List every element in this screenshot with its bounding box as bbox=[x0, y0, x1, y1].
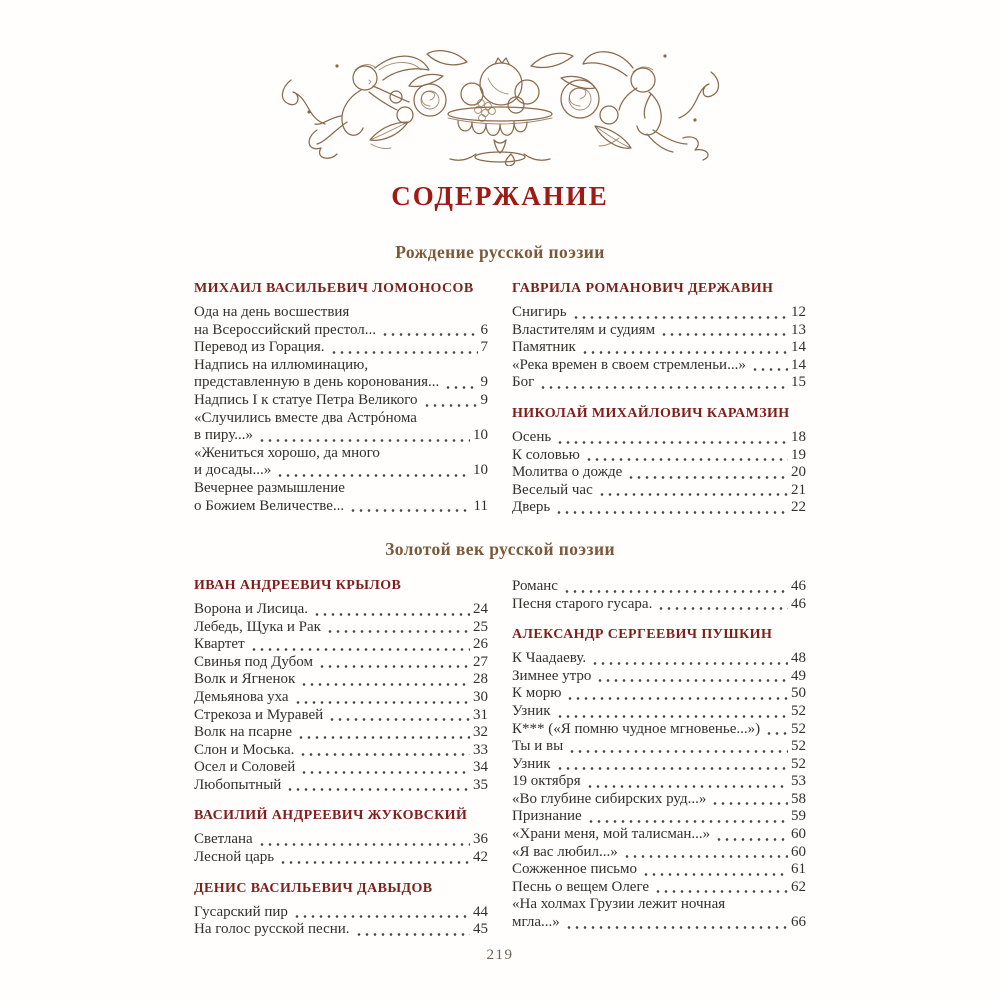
entry-title: Дверь bbox=[512, 499, 551, 516]
toc-entry bbox=[512, 668, 806, 686]
dot-leader bbox=[294, 701, 470, 704]
toc-entry bbox=[194, 707, 488, 725]
toc-entry bbox=[512, 844, 806, 862]
entry-title: Песня старого гусара. bbox=[512, 595, 653, 612]
dot-leader bbox=[328, 718, 470, 721]
dot-leader bbox=[654, 890, 788, 893]
entry-page-number: 7 bbox=[480, 339, 488, 356]
entry-page-number: 12 bbox=[791, 304, 806, 320]
toc-entry bbox=[194, 777, 488, 795]
toc-entry bbox=[194, 831, 488, 849]
entry-page-number: 28 bbox=[473, 671, 488, 688]
entry-line bbox=[512, 826, 806, 844]
entry-line bbox=[512, 791, 806, 809]
entry-line bbox=[512, 808, 806, 826]
entry-title: Песнь о вещем Олеге bbox=[512, 878, 650, 895]
entry-line bbox=[512, 914, 806, 932]
entry-page-number: 53 bbox=[791, 773, 806, 790]
entry-page-number: 32 bbox=[473, 724, 488, 741]
toc-entry bbox=[194, 921, 488, 939]
entry-line bbox=[512, 650, 806, 668]
author-heading: НИКОЛАЙ МИХАЙЛОВИЧ КАРАМЗИН bbox=[512, 405, 790, 421]
dot-leader bbox=[313, 613, 470, 616]
toc-entry bbox=[194, 445, 488, 480]
toc-entry bbox=[512, 578, 806, 596]
dot-leader bbox=[556, 767, 788, 770]
dot-leader bbox=[556, 441, 788, 444]
toc-column bbox=[194, 578, 488, 939]
dot-leader bbox=[623, 855, 788, 858]
entry-line bbox=[512, 685, 806, 703]
author-group bbox=[194, 281, 488, 515]
entry-page-number: 48 bbox=[791, 650, 806, 667]
entry-page-number: 59 bbox=[791, 808, 806, 825]
author-group bbox=[194, 808, 488, 866]
entry-line bbox=[512, 357, 806, 375]
entry-title: «Я вас любил...» bbox=[512, 843, 618, 860]
author-group bbox=[194, 881, 488, 939]
entry-title: Лесной царь bbox=[194, 849, 275, 866]
entry-title: «Храни меня, мой талисман...» bbox=[512, 826, 711, 843]
entry-line bbox=[512, 756, 806, 774]
entry-page-number: 9 bbox=[480, 391, 488, 408]
entry-line: Надпись на иллюминацию, bbox=[194, 356, 369, 373]
entry-line bbox=[194, 742, 488, 760]
entry-line bbox=[512, 322, 806, 340]
dot-leader bbox=[565, 926, 788, 929]
toc-entry bbox=[512, 773, 806, 791]
entry-line bbox=[512, 429, 806, 447]
entry-line bbox=[512, 879, 806, 897]
dot-leader bbox=[715, 838, 788, 841]
entry-page-number: 52 bbox=[791, 720, 806, 737]
dot-leader bbox=[587, 820, 788, 823]
entry-title: Любопытный bbox=[194, 776, 282, 793]
dot-leader bbox=[299, 753, 470, 756]
toc-entry bbox=[512, 650, 806, 668]
entry-line bbox=[194, 322, 488, 340]
entry-line: «Случились вместе два Астрóнома bbox=[194, 409, 417, 426]
entry-page-number: 10 bbox=[473, 462, 488, 479]
entry-page-number: 31 bbox=[473, 706, 488, 723]
entry-title: Свинья под Дубом bbox=[194, 653, 313, 670]
dot-leader bbox=[555, 511, 788, 514]
toc-entry bbox=[512, 896, 806, 931]
entry-line bbox=[194, 777, 488, 795]
entry-page-number: 52 bbox=[791, 738, 806, 755]
entry-line bbox=[194, 427, 488, 445]
entry-title: Волк на псарне bbox=[194, 724, 292, 741]
section-heading: Рождение русской поэзии bbox=[395, 242, 605, 262]
dot-leader bbox=[660, 333, 788, 336]
dot-leader bbox=[293, 915, 470, 918]
toc-entry bbox=[194, 671, 488, 689]
author-group bbox=[512, 578, 806, 613]
toc-entry bbox=[194, 849, 488, 867]
dot-leader bbox=[330, 351, 478, 354]
dot-leader bbox=[591, 662, 788, 665]
dot-leader bbox=[751, 368, 788, 371]
toc-entry bbox=[512, 738, 806, 756]
toc-entry bbox=[512, 482, 806, 500]
toc-entry bbox=[512, 357, 806, 375]
entry-page-number: 27 bbox=[473, 653, 488, 670]
entry-title: К*** («Я помню чудное мгновенье...») bbox=[512, 720, 761, 737]
entry-title: Перевод из Горация. bbox=[194, 339, 325, 356]
toc-entry bbox=[194, 392, 488, 410]
toc-entry bbox=[194, 410, 488, 445]
dot-leader bbox=[568, 750, 788, 753]
author-heading: АЛЕКСАНДР СЕРГЕЕВИЧ ПУШКИН bbox=[512, 627, 773, 643]
dot-leader bbox=[586, 785, 788, 788]
dot-leader bbox=[258, 843, 470, 846]
entry-title: Сожженное письмо bbox=[512, 861, 638, 878]
toc-entry bbox=[194, 601, 488, 619]
entry-title: Узник bbox=[512, 755, 551, 772]
dot-leader bbox=[300, 683, 470, 686]
entry-line: Ода на день восшествия bbox=[194, 304, 350, 320]
entry-line bbox=[194, 392, 488, 410]
entry-line bbox=[194, 636, 488, 654]
dot-leader bbox=[349, 509, 470, 512]
dot-leader bbox=[381, 333, 477, 336]
toc-entry bbox=[194, 357, 488, 392]
entry-title: Бог bbox=[512, 374, 535, 391]
toc-entry bbox=[194, 654, 488, 672]
dot-leader bbox=[765, 732, 788, 735]
entry-page-number: 10 bbox=[473, 427, 488, 444]
dot-leader bbox=[423, 404, 478, 407]
entry-page-number: 18 bbox=[791, 428, 806, 445]
toc-entry bbox=[194, 636, 488, 654]
dot-leader bbox=[596, 679, 788, 682]
entry-line bbox=[512, 482, 806, 500]
dot-leader bbox=[279, 861, 470, 864]
entry-title: «Во глубине сибирских руд...» bbox=[512, 790, 707, 807]
toc-entry bbox=[512, 429, 806, 447]
entry-page-number: 60 bbox=[791, 826, 806, 843]
dot-leader bbox=[326, 630, 470, 633]
dot-leader bbox=[276, 474, 470, 477]
entry-line bbox=[194, 831, 488, 849]
author-heading: ИВАН АНДРЕЕВИЧ КРЫЛОВ bbox=[194, 577, 402, 593]
toc-entry bbox=[512, 721, 806, 739]
entry-page-number: 44 bbox=[473, 903, 488, 920]
entry-title: представленную в день коронования... bbox=[194, 374, 440, 391]
entry-title: на Всероссийский престол... bbox=[194, 321, 377, 338]
toc-columns bbox=[194, 281, 806, 517]
author-group bbox=[512, 406, 806, 517]
entry-line bbox=[194, 619, 488, 637]
entry-line bbox=[194, 759, 488, 777]
entry-title: Зимнее утро bbox=[512, 667, 592, 684]
entry-line bbox=[194, 654, 488, 672]
dot-leader bbox=[657, 607, 788, 610]
entry-page-number: 35 bbox=[473, 776, 488, 793]
entry-title: К Чаадаеву. bbox=[512, 650, 587, 667]
dot-leader bbox=[572, 316, 788, 319]
entry-line bbox=[512, 703, 806, 721]
entry-title: Веселый час bbox=[512, 481, 593, 498]
dot-leader bbox=[318, 665, 470, 668]
entry-page-number: 45 bbox=[473, 921, 488, 938]
toc-entry bbox=[512, 322, 806, 340]
entry-line bbox=[194, 339, 488, 357]
entry-page-number: 6 bbox=[480, 321, 488, 338]
toc-entry bbox=[512, 861, 806, 879]
dot-leader bbox=[300, 771, 470, 774]
toc-section bbox=[194, 242, 806, 517]
toc-entry bbox=[512, 808, 806, 826]
toc-entry bbox=[512, 826, 806, 844]
entry-title: в пиру...» bbox=[194, 427, 253, 444]
toc-entry bbox=[512, 879, 806, 897]
entry-line bbox=[512, 738, 806, 756]
header-ornament bbox=[275, 26, 725, 171]
entry-line bbox=[194, 904, 488, 922]
entry-title: Светлана bbox=[194, 831, 253, 848]
author-group bbox=[512, 281, 806, 392]
entry-line bbox=[194, 601, 488, 619]
entry-page-number: 20 bbox=[791, 464, 806, 481]
dot-leader bbox=[250, 648, 470, 651]
author-group bbox=[194, 578, 488, 795]
entry-title: Узник bbox=[512, 702, 551, 719]
entry-line bbox=[512, 773, 806, 791]
toc-entry bbox=[194, 724, 488, 742]
toc-entry bbox=[194, 904, 488, 922]
entry-title: Волк и Ягненок bbox=[194, 671, 296, 688]
entry-title: «Река времен в своем стремленьи...» bbox=[512, 356, 746, 373]
entry-title: 19 октября bbox=[512, 773, 581, 790]
entry-page-number: 33 bbox=[473, 741, 488, 758]
dot-leader bbox=[286, 788, 470, 791]
entry-page-number: 58 bbox=[791, 790, 806, 807]
entry-page-number: 61 bbox=[791, 861, 806, 878]
toc-entry bbox=[512, 685, 806, 703]
dot-leader bbox=[563, 590, 788, 593]
entry-title: Лебедь, Щука и Рак bbox=[194, 618, 321, 635]
entry-line bbox=[512, 861, 806, 879]
toc-entry bbox=[512, 756, 806, 774]
dot-leader bbox=[355, 933, 470, 936]
entry-page-number: 15 bbox=[791, 374, 806, 391]
author-heading: ВАСИЛИЙ АНДРЕЕВИЧ ЖУКОВСКИЙ bbox=[194, 808, 468, 824]
toc-columns bbox=[194, 578, 806, 939]
entry-title: Осел и Соловей bbox=[194, 759, 296, 776]
entry-title: Квартет bbox=[194, 636, 245, 653]
entry-line bbox=[512, 578, 806, 596]
toc-column bbox=[194, 281, 488, 517]
author-heading: ДЕНИС ВАСИЛЬЕВИЧ ДАВЫДОВ bbox=[194, 880, 433, 896]
entry-page-number: 36 bbox=[473, 831, 488, 848]
entry-line bbox=[194, 724, 488, 742]
entry-line bbox=[512, 447, 806, 465]
entry-page-number: 19 bbox=[791, 446, 806, 463]
entry-line: Вечернее размышление bbox=[194, 479, 345, 496]
entry-line: «На холмах Грузии лежит ночная bbox=[512, 896, 726, 913]
entry-page-number: 42 bbox=[473, 849, 488, 866]
entry-page-number: 30 bbox=[473, 688, 488, 705]
entry-line bbox=[194, 707, 488, 725]
entry-title: Памятник bbox=[512, 339, 576, 356]
entry-line: «Жениться хорошо, да много bbox=[194, 444, 380, 461]
dot-leader bbox=[627, 476, 788, 479]
entry-page-number: 50 bbox=[791, 685, 806, 702]
entry-line bbox=[194, 671, 488, 689]
toc-sections bbox=[194, 242, 806, 939]
entry-title: Снигирь bbox=[512, 304, 567, 320]
entry-page-number: 26 bbox=[473, 636, 488, 653]
toc-entry bbox=[512, 703, 806, 721]
entry-title: Признание bbox=[512, 808, 582, 825]
entry-title: Романс bbox=[512, 577, 558, 594]
entry-line bbox=[512, 844, 806, 862]
entry-title: Демьянова уха bbox=[194, 688, 289, 705]
entry-title: Молитва о дожде bbox=[512, 464, 623, 481]
entry-page-number: 46 bbox=[791, 577, 806, 594]
dot-leader bbox=[642, 873, 788, 876]
toc-entry bbox=[194, 759, 488, 777]
entry-page-number: 49 bbox=[791, 667, 806, 684]
toc-entry bbox=[194, 619, 488, 637]
toc-column bbox=[512, 578, 806, 939]
book-page-number: 219 bbox=[486, 947, 514, 963]
entry-line bbox=[512, 339, 806, 357]
toc-entry bbox=[512, 791, 806, 809]
entry-title: Слон и Моська. bbox=[194, 741, 295, 758]
entry-line bbox=[512, 668, 806, 686]
entry-line bbox=[194, 689, 488, 707]
entry-page-number: 14 bbox=[791, 339, 806, 356]
entry-line bbox=[194, 849, 488, 867]
entry-page-number: 9 bbox=[480, 374, 488, 391]
toc-entry bbox=[512, 499, 806, 517]
dot-leader bbox=[711, 802, 788, 805]
entry-title: Гусарский пир bbox=[194, 903, 288, 920]
dot-leader bbox=[598, 493, 788, 496]
entry-title: мгла...» bbox=[512, 914, 560, 931]
dot-leader bbox=[539, 386, 788, 389]
dot-leader bbox=[566, 697, 788, 700]
entry-title: Ты и вы bbox=[512, 738, 564, 755]
toc-entry bbox=[194, 304, 488, 339]
toc-entry bbox=[512, 304, 806, 322]
cherubs-urn-engraving-icon bbox=[275, 26, 725, 166]
toc-entry bbox=[194, 742, 488, 760]
entry-line bbox=[512, 464, 806, 482]
toc-entry bbox=[512, 339, 806, 357]
entry-title: К морю bbox=[512, 685, 562, 702]
author-group bbox=[512, 627, 806, 932]
entry-title: Властителям и судиям bbox=[512, 321, 656, 338]
entry-title: о Божием Величестве... bbox=[194, 497, 345, 514]
toc-entry bbox=[194, 339, 488, 357]
entry-page-number: 25 bbox=[473, 618, 488, 635]
entry-title: Ворона и Лисица. bbox=[194, 600, 309, 617]
page-title: СОДЕРЖАНИЕ bbox=[391, 181, 609, 211]
toc-entry bbox=[194, 480, 488, 515]
entry-title: К соловью bbox=[512, 446, 580, 463]
author-heading: МИХАИЛ ВАСИЛЬЕВИЧ ЛОМОНОСОВ bbox=[194, 281, 474, 296]
dot-leader bbox=[585, 458, 788, 461]
toc-entry bbox=[512, 596, 806, 614]
entry-title: Надпись I к статуе Петра Великого bbox=[194, 391, 418, 408]
dot-leader bbox=[556, 715, 788, 718]
section-heading: Золотой век русской поэзии bbox=[385, 538, 615, 559]
entry-page-number: 24 bbox=[473, 600, 488, 617]
entry-title: Осень bbox=[512, 428, 552, 445]
dot-leader bbox=[297, 736, 470, 739]
dot-leader bbox=[444, 386, 477, 389]
toc-entry bbox=[512, 464, 806, 482]
entry-page-number: 66 bbox=[791, 914, 806, 931]
entry-page-number: 52 bbox=[791, 702, 806, 719]
entry-line bbox=[512, 499, 806, 517]
toc-entry bbox=[512, 447, 806, 465]
toc-entry bbox=[194, 689, 488, 707]
dot-leader bbox=[581, 351, 788, 354]
entry-title: На голос русской песни. bbox=[194, 921, 350, 938]
entry-page-number: 21 bbox=[791, 481, 806, 498]
entry-page-number: 52 bbox=[791, 755, 806, 772]
entry-line bbox=[512, 374, 806, 392]
entry-page-number: 34 bbox=[473, 759, 488, 776]
entry-line bbox=[512, 596, 806, 614]
entry-line bbox=[194, 462, 488, 480]
entry-page-number: 22 bbox=[791, 499, 806, 516]
entry-line bbox=[194, 374, 488, 392]
entry-page-number: 13 bbox=[791, 321, 806, 338]
entry-line bbox=[512, 304, 806, 322]
entry-page-number: 60 bbox=[791, 843, 806, 860]
entry-title: Стрекоза и Муравей bbox=[194, 706, 324, 723]
entry-page-number: 14 bbox=[791, 356, 806, 373]
entry-page-number: 46 bbox=[791, 595, 806, 612]
dot-leader bbox=[258, 439, 470, 442]
entry-title: и досады...» bbox=[194, 462, 272, 479]
author-heading: ГАВРИЛА РОМАНОВИЧ ДЕРЖАВИН bbox=[512, 281, 774, 296]
entry-page-number: 62 bbox=[791, 878, 806, 895]
toc-section bbox=[194, 539, 806, 939]
entry-line bbox=[194, 921, 488, 939]
entry-line bbox=[512, 721, 806, 739]
toc-column bbox=[512, 281, 806, 517]
toc-entry bbox=[512, 374, 806, 392]
entry-line bbox=[194, 498, 488, 516]
entry-page-number: 11 bbox=[473, 497, 488, 514]
